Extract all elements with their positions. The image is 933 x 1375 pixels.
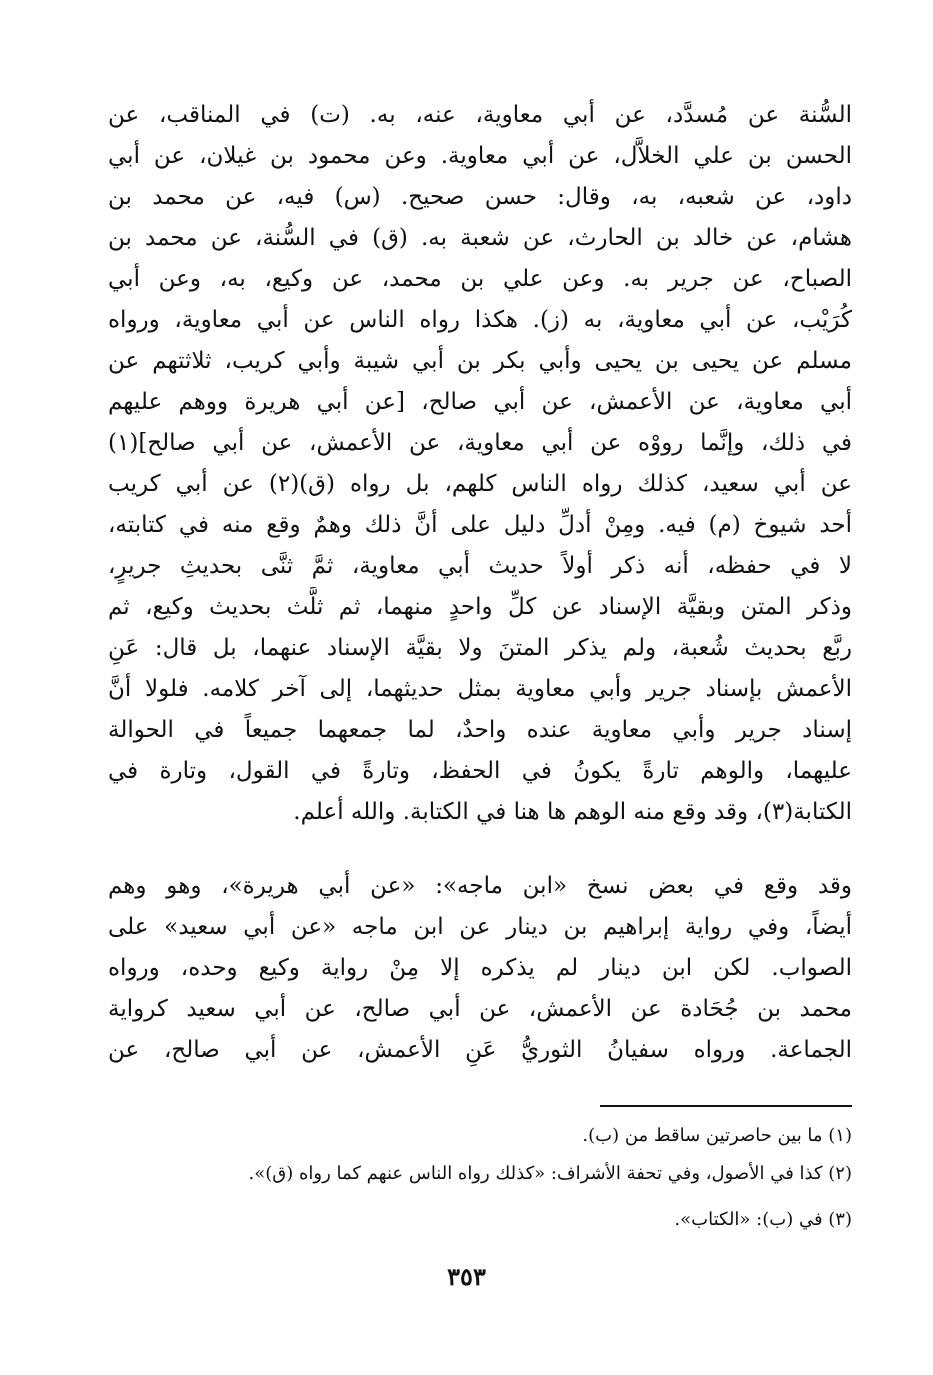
body-line: كُرَيْب، عن أبي معاوية، به (ز). هكذا رواه الناس عن أبي معاوية، ورواه [108, 307, 852, 333]
body-line: الصواب. لكن ابن دينار لم يذكره إلا مِنْ رواية وكيع وحده، ورواه [108, 955, 852, 981]
body-line: داود، عن شعبه، به، وقال: حسن صحيح. (س) فيه، عن محمد بن [108, 184, 852, 210]
body-line: أيضاً، وفي رواية إبراهيم بن دينار عن ابن ماجه «عن أبي سعيد» على [108, 914, 852, 940]
body-line: وقد وقع في بعض نسخ «ابن ماجه»: «عن أبي هريرة»، وهو وهم [108, 873, 852, 899]
body-line: الكتابة(٣)، وقد وقع منه الوهم ها هنا في الكتابة. والله أعلم. [293, 799, 852, 825]
footnote-separator [600, 1105, 852, 1107]
body-line: أبي معاوية، عن الأعمش، عن أبي صالح، [عن أبي هريرة ووهم عليهم [108, 389, 852, 415]
body-line: محمد بن جُحَادة عن الأعمش، عن أبي صالح، عن أبي سعيد كرواية [108, 996, 852, 1022]
body-line: هشام، عن خالد بن الحارث، عن شعبة به. (ق) في السُّنة، عن محمد بن [108, 225, 852, 251]
body-line: أحد شيوخ (م) فيه. ومِنْ أدلِّ دليل على أنَّ ذلك وهمٌ وقع منه في كتابته، [108, 512, 852, 538]
body-line: السُّنة عن مُسدَّد، عن أبي معاوية، عنه، به. (ت) في المناقب، عن [108, 102, 852, 128]
footnote: (١) ما بين حاصرتين ساقط من (ب). [582, 1125, 852, 1146]
body-line: الصباح، عن جرير به. وعن علي بن محمد، عن وكيع، به، وعن أبي [108, 266, 852, 292]
footnote: (٣) في (ب): «الكتاب». [674, 1209, 852, 1230]
page-number: ٣٥٣ [447, 1262, 486, 1291]
body-line: ربَّع بحديث شُعبة، ولم يذكر المتنَ ولا بقيَّة الإسناد عنهما، بل قال: عَنِ [108, 635, 852, 661]
body-line: الأعمش بإسناد جرير وأبي معاوية بمثل حديثهما، إلى آخر كلامه. فلولا أنَّ [108, 676, 852, 702]
body-line: عن أبي سعيد، كذلك رواه الناس كلهم، بل رواه (ق)(٢) عن أبي كريب [108, 471, 852, 497]
footnote: (٢) كذا في الأصول، وفي تحفة الأشراف: «كذلك رواه الناس عنهم كما رواه (ق)». [248, 1163, 852, 1184]
body-line: إسناد جرير وأبي معاوية عنده واحدٌ، لما جمعهما جميعاً في الحوالة [108, 717, 852, 743]
body-line: في ذلك، وإنَّما رووْه عن أبي معاوية، عن الأعمش، عن أبي صالح](١) [108, 430, 852, 456]
body-line: وذكر المتن وبقيَّة الإسناد عن كلِّ واحدٍ منهما، ثم ثلَّث بحديث وكيع، ثم [108, 594, 852, 620]
body-line: الحسن بن علي الخلاَّل، عن أبي معاوية. وعن محمود بن غيلان، عن أبي [108, 143, 852, 169]
body-line: لا في حفظه، أنه ذكر أولاً حديث أبي معاوية، ثمَّ ثنَّى بحديثِ جريرٍ، [108, 553, 852, 579]
body-line: عليهما، والوهم تارةً يكونُ في الحفظ، وتارةً في القول، وتارة في [108, 758, 852, 784]
body-line: مسلم عن يحيى بن يحيى وأبي بكر بن أبي شيبة وأبي كريب، ثلاثتهم عن [108, 348, 852, 374]
body-line: الجماعة. ورواه سفيانُ الثوريُّ عَنِ الأعمش، عن أبي صالح، عن [108, 1037, 852, 1063]
